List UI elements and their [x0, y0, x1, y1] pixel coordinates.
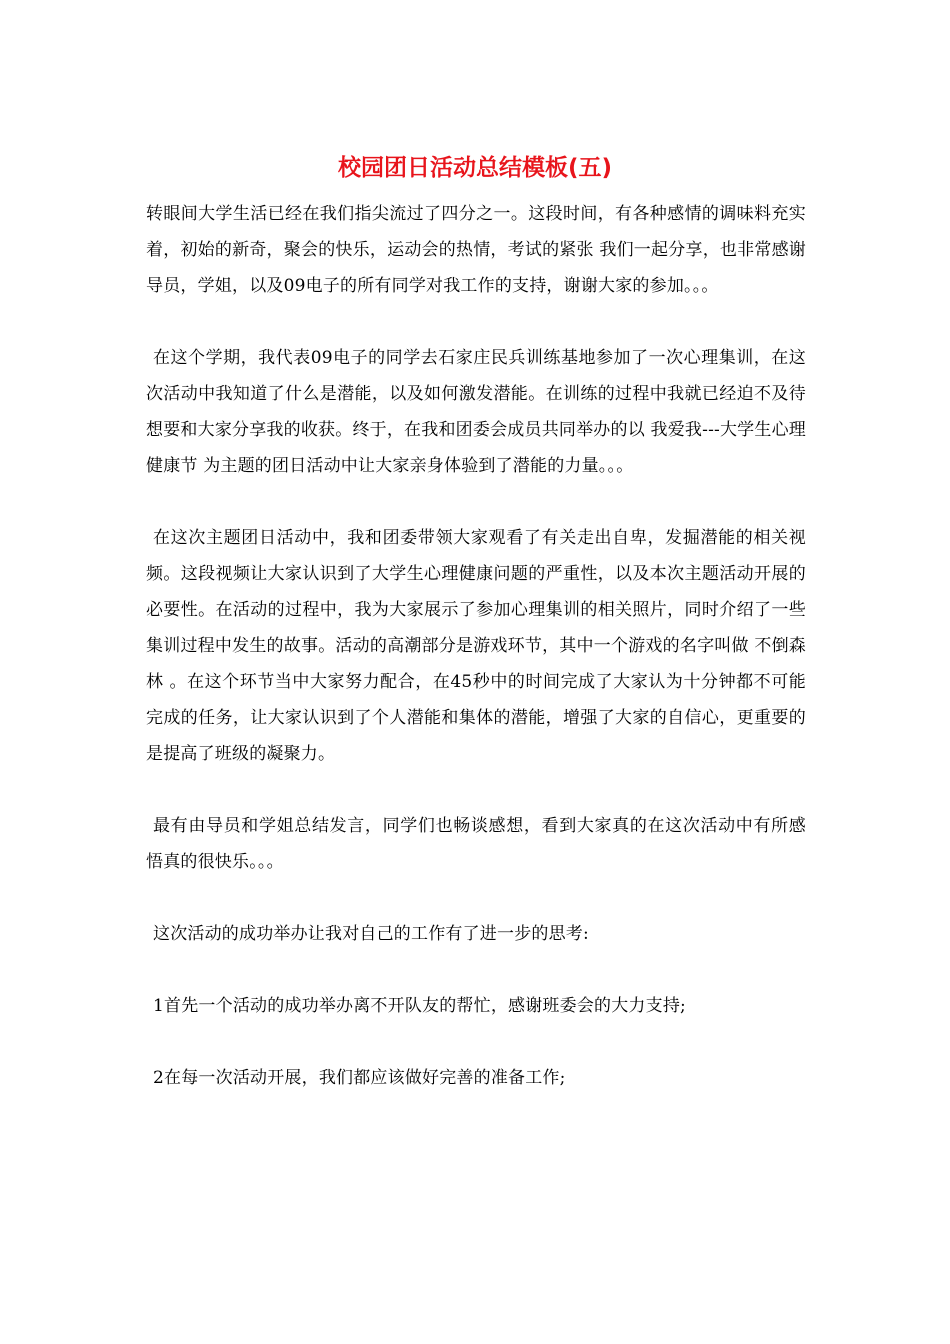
paragraph-gap — [146, 772, 806, 808]
paragraph-gap — [146, 1024, 806, 1060]
paragraph-gap — [146, 880, 806, 916]
paragraph-gap — [146, 304, 806, 340]
list-item-1: 1首先一个活动的成功举办离不开队友的帮忙，感谢班委会的大力支持; — [153, 996, 686, 1016]
paragraph-gap — [146, 952, 806, 988]
paragraph-summary: 最有由导员和学姐总结发言，同学们也畅谈感想，看到大家真的在这次活动中有所感悟真的很快乐。。。 — [146, 816, 806, 872]
list-item-2: 2在每一次活动开展，我们都应该做好完善的准备工作; — [153, 1068, 566, 1088]
paragraph-intro: 转眼间大学生活已经在我们指尖流过了四分之一。这段时间，有各种感情的调味料充实着，初始的新奇，聚会的快乐，运动会的热情，考试的紧张 我们一起分享，也非常感谢导员，学姐，以及09电子的所有同学对我工作的支持，谢谢大家的参加。。。 — [146, 204, 806, 296]
paragraph-training: 在这个学期，我代表09电子的同学去石家庄民兵训练基地参加了一次心理集训，在这次活动中我知道了什么是潜能，以及如何激发潜能。在训练的过程中我就已经迫不及待想要和大家分享我的收获。终于，在我和团委会成员共同举办的以 我爱我---大学生心理健康节 为主题的团日活动中让大家亲身体验到了潜能的力量。。。 — [146, 348, 806, 476]
paragraph-reflection: 这次活动的成功举办让我对自己的工作有了进一步的思考: — [153, 924, 589, 944]
document-title: 校园团日活动总结模板(五) — [337, 155, 613, 181]
document-body — [146, 196, 806, 1096]
paragraph-activity: 在这次主题团日活动中，我和团委带领大家观看了有关走出自卑，发掘潜能的相关视频。这段视频让大家认识到了大学生心理健康问题的严重性，以及本次主题活动开展的必要性。在活动的过程中，我为大家展示了参加心理集训的相关照片，同时介绍了一些集训过程中发生的故事。活动的高潮部分是游戏环节，其中一个游戏的名字叫做 不倒森林 。在这个环节当中大家努力配合，在45秒中的时间完成了大家认为十分钟都不可能完成的任务，让大家认识到了个人潜能和集体的潜能，增强了大家的自信心，更重要的是提高了班级的凝聚力。 — [146, 528, 806, 764]
paragraph-gap — [146, 484, 806, 520]
